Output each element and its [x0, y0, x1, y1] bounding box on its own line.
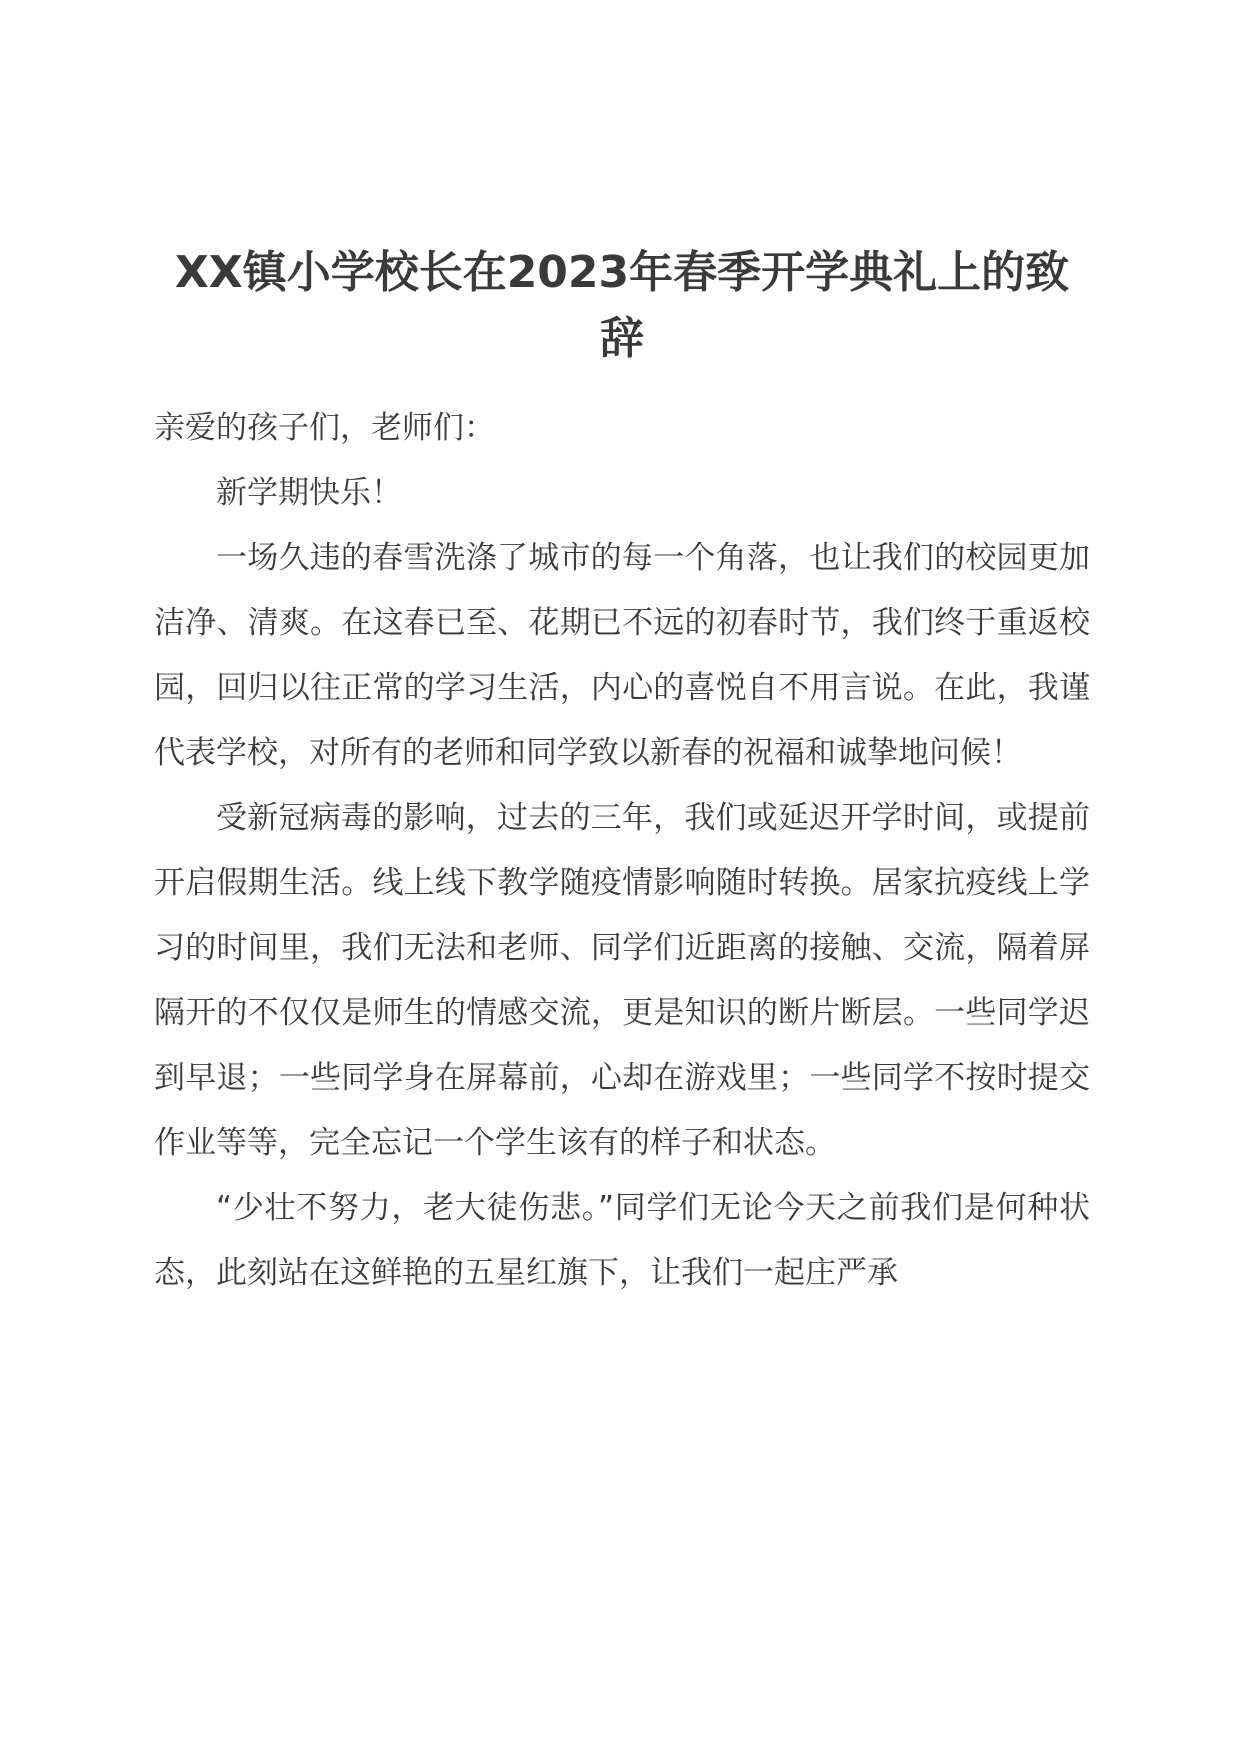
paragraph-greeting: 新学期快乐！ [216, 475, 402, 511]
paragraph-spring-return: 一场久违的春雪洗涤了城市的每一个角落，也让我们的校园更加洁净、清爽。在这春已至、花期已不远的初春时节，我们终于重返校园，回归以往正常的学习生活，内心的喜悦自不用言说。在此，我谨代表学校，对所有的老师和同学致以新春的祝福和诚挚地问候！ [154, 540, 1090, 771]
document-body [154, 396, 1090, 1306]
paragraph-proverb: “少壮不努力，老大徒伤悲。”同学们无论今天之前我们是何种状态，此刻站在这鲜艳的五星红旗下，让我们一起庄严承 [154, 1190, 1090, 1291]
document-title: XX镇小学校长在2023年春季开学典礼上的致辞 [174, 247, 1070, 364]
document-page [154, 240, 1090, 1306]
paragraph-pandemic-impact: 受新冠病毒的影响，过去的三年，我们或延迟开学时间，或提前开启假期生活。线上线下教学随疫情影响随时转换。居家抗疫线上学习的时间里，我们无法和老师、同学们近距离的接触、交流，隔着屏隔开的不仅仅是师生的情感交流，更是知识的断片断层。一些同学迟到早退；一些同学身在屏幕前，心却在游戏里；一些同学不按时提交作业等等，完全忘记一个学生该有的样子和状态。 [154, 800, 1090, 1161]
salutation: 亲爱的孩子们，老师们： [154, 410, 495, 446]
